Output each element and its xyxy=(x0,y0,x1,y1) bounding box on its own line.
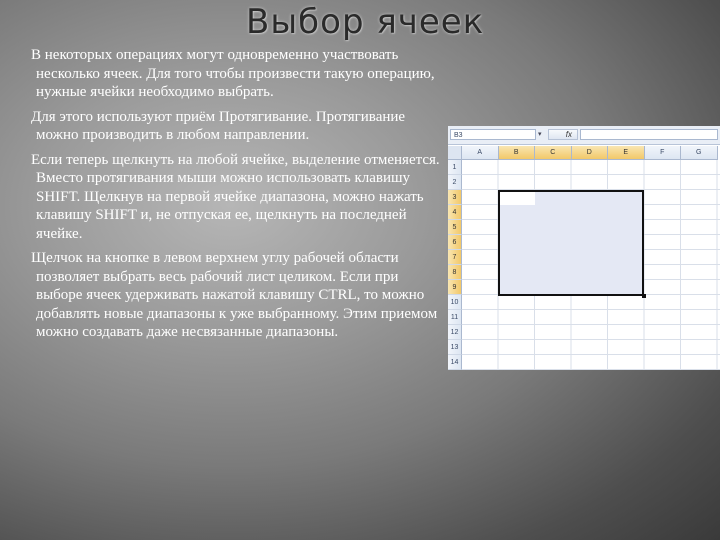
active-cell[interactable] xyxy=(500,192,535,205)
paragraph-1 xyxy=(14,46,446,102)
column-header-a[interactable]: A xyxy=(462,146,499,160)
column-header-c[interactable]: C xyxy=(535,146,572,160)
row-header-8[interactable]: 8 xyxy=(448,265,462,280)
row-header-12[interactable]: 12 xyxy=(448,325,462,340)
row-header-9[interactable]: 9 xyxy=(448,280,462,295)
function-button[interactable]: fx xyxy=(548,129,578,140)
row-header-10[interactable]: 10 xyxy=(448,295,462,310)
column-header-b[interactable]: B xyxy=(499,146,536,160)
row-header-5[interactable]: 5 xyxy=(448,220,462,235)
row-header-2[interactable]: 2 xyxy=(448,175,462,190)
spreadsheet-screenshot xyxy=(448,126,720,370)
paragraph-3 xyxy=(14,151,446,244)
row-header-13[interactable]: 13 xyxy=(448,340,462,355)
paragraph-4-text: Щелчок на кнопке в левом верхнем углу рабочей области позволяет выбрать весь рабочий лист целиком. Если при выборе ячеек удерживать нажатой клавишу CTRL, то можно добавлять новые диапазоны к уже выбранному. Этим приемом можно создавать даже несвязанные диапазоны. xyxy=(31,250,438,340)
select-all-button[interactable] xyxy=(448,146,462,160)
formula-bar xyxy=(448,126,720,145)
selected-range[interactable] xyxy=(498,190,644,296)
paragraph-3-text: Если теперь щелкнуть на любой ячейке, выделение отменяется. Вместо протягивания мыши можно использовать клавишу SHIFT. Щелкнув на первой ячейке диапазона, можно нажать клавишу SHIFT и, не отпуская ее, щелкнуть на последней ячейке. xyxy=(31,151,440,242)
slide-body xyxy=(14,44,446,342)
row-header-4[interactable]: 4 xyxy=(448,205,462,220)
row-header-1[interactable]: 1 xyxy=(448,160,462,175)
formula-input[interactable] xyxy=(580,129,718,140)
row-header-3[interactable]: 3 xyxy=(448,190,462,205)
column-header-e[interactable]: E xyxy=(608,146,645,160)
chevron-down-icon[interactable]: ▾ xyxy=(538,131,542,138)
column-header-d[interactable]: D xyxy=(572,146,609,160)
column-header-f[interactable]: F xyxy=(645,146,682,160)
row-header-11[interactable]: 11 xyxy=(448,310,462,325)
paragraph-2-text: Для этого используют приём Протягивание. Протягивание можно производить в любом направлении. xyxy=(31,108,406,143)
slide-title: Выбор ячеек xyxy=(246,2,485,42)
row-header-7[interactable]: 7 xyxy=(448,250,462,265)
fill-handle[interactable] xyxy=(642,294,646,298)
paragraph-1-text: В некоторых операциях могут одновременно участвовать несколько ячеек. Для того чтобы произвести такую операцию, нужные ячейки необходимо выбрать. xyxy=(31,47,435,100)
name-box[interactable]: B3 xyxy=(450,129,536,140)
row-header-6[interactable]: 6 xyxy=(448,235,462,250)
paragraph-4 xyxy=(14,249,446,342)
column-header-g[interactable]: G xyxy=(681,146,718,160)
paragraph-2 xyxy=(14,108,446,145)
row-header-14[interactable]: 14 xyxy=(448,355,462,370)
